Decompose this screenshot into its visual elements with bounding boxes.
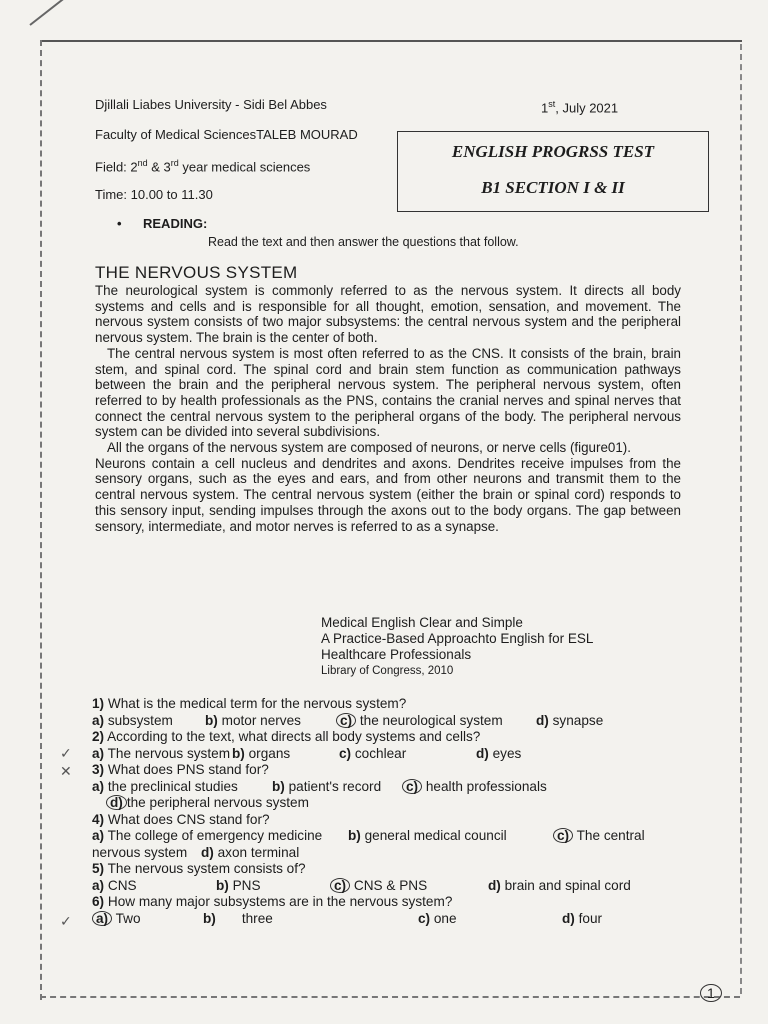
- option-c[interactable]: c) one: [418, 910, 457, 926]
- reading-heading: • READING:: [117, 216, 208, 231]
- question-3-options-cont: [92, 795, 692, 812]
- option-a[interactable]: a) The college of emergency medicine: [92, 828, 323, 843]
- citation: [321, 615, 593, 679]
- paragraph-3: All the organs of the nervous system are composed of neurons, or nerve cells (figure01).: [107, 440, 631, 456]
- question-1: 1) What is the medical term for the nervous system?: [92, 696, 407, 711]
- page-border-top: [42, 40, 742, 42]
- option-c[interactable]: c) health professionals: [402, 779, 547, 796]
- citation-line: A Practice-Based Approachto English for ESL: [321, 631, 594, 646]
- option-d[interactable]: d) brain and spinal cord: [488, 877, 631, 893]
- time-info: Time: 10.00 to 11.30: [95, 187, 213, 202]
- question-2: 2) According to the text, what directs all body systems and cells?: [92, 729, 481, 744]
- passage-body: [95, 283, 681, 534]
- option-d[interactable]: d) four: [562, 910, 603, 926]
- option-a[interactable]: a) Two: [92, 911, 141, 928]
- test-title-box: [397, 131, 709, 212]
- option-d[interactable]: d) the peripheral nervous system: [106, 795, 309, 812]
- citation-line: Healthcare Professionals: [321, 647, 472, 662]
- question-2-options: [92, 746, 692, 763]
- option-b[interactable]: b) three: [203, 910, 273, 926]
- option-b[interactable]: b) general medical council: [348, 828, 507, 843]
- option-b[interactable]: b) patient's record: [272, 778, 382, 794]
- questions-list: [92, 696, 692, 927]
- option-c[interactable]: c) cochlear: [339, 745, 407, 761]
- option-b[interactable]: b) organs: [232, 745, 291, 761]
- option-a[interactable]: a) CNS: [92, 877, 137, 893]
- paragraph-2: The central nervous system is most often referred to as the CNS. It consists of the brain, brain stem, and spinal cord. The spinal cord and brain stem function as communication pathways between the brain and the peripheral nervous system. The peripheral nervous system, often referred to by health professionals as the PNS, contains the cranial nerves and spinal nerves that connect the central nervous system to the peripheral organs of the body. The peripheral nervous system can be divided into several subdivisions.: [95, 345, 681, 440]
- page-number: 1: [700, 984, 722, 1002]
- question-1-options: [92, 713, 692, 730]
- question-3-options: [92, 779, 692, 796]
- cross-mark-icon: ✕: [60, 764, 72, 780]
- question-5: 5) The nervous system consists of?: [92, 861, 306, 876]
- citation-line: Library of Congress, 2010: [321, 665, 454, 677]
- page-border-left: [40, 40, 42, 1000]
- passage-title: THE NERVOUS SYSTEM: [95, 263, 298, 282]
- question-3: 3) What does PNS stand for?: [92, 762, 269, 777]
- page-border-right: [740, 44, 742, 994]
- section-title: B1 SECTION I & II: [481, 178, 625, 197]
- question-6: 6) How many major subsystems are in the nervous system?: [92, 894, 453, 909]
- question-6-options: [92, 911, 692, 928]
- option-b[interactable]: b) motor nerves: [205, 712, 301, 728]
- option-a[interactable]: a) the preclinical studies: [92, 778, 238, 794]
- citation-line: Medical English Clear and Simple: [321, 615, 523, 630]
- option-c[interactable]: c) CNS & PNS: [330, 878, 427, 895]
- check-mark-icon: ✓: [60, 746, 72, 762]
- paragraph-1: The neurological system is commonly referred to as the nervous system. It directs all body systems and cells and is responsible for all thought, emotion, sensation, and movement. The nervous system consists of two major subsystems: the central nervous system and the peripheral nervous system. The brain is the center of both.: [95, 283, 681, 346]
- question-4-options: [92, 828, 692, 845]
- option-b[interactable]: b) PNS: [216, 877, 261, 893]
- option-d[interactable]: d) eyes: [476, 745, 522, 761]
- option-d[interactable]: d) axon terminal: [201, 844, 300, 860]
- option-c-cont: nervous system: [92, 844, 188, 860]
- university-name: Djillali Liabes University - Sidi Bel Abbes: [95, 97, 327, 112]
- option-a[interactable]: a) subsystem: [92, 712, 173, 728]
- faculty-name: Faculty of Medical SciencesTALEB MOURAD: [95, 127, 358, 142]
- exam-date: 1st, July 2021: [541, 99, 619, 116]
- paragraph-4: Neurons contain a cell nucleus and dendrites and axons. Dendrites receive impulses from the sensory organs, such as the eyes and ears, and from other neurons and transmit them to the central nervous system. The central nervous system (either the brain or spinal cord) responds to this sensory input, sending impulses through the axons out to the body organs. The gap between sensory, intermediate, and motor nerves is referred to as a synapse.: [95, 455, 681, 534]
- option-c[interactable]: c) the neurological system: [336, 713, 503, 730]
- question-4-options-cont: [92, 845, 692, 862]
- field-info: Field: 2nd & 3rd year medical sciences: [95, 158, 311, 175]
- question-5-options: [92, 878, 692, 895]
- option-a[interactable]: a) The nervous system: [92, 745, 231, 761]
- pen-mark: [29, 0, 71, 26]
- question-4: 4) What does CNS stand for?: [92, 811, 270, 827]
- test-title: ENGLISH PROGRSS TEST: [451, 142, 655, 161]
- option-d[interactable]: d) synapse: [536, 712, 604, 728]
- reading-instruction: Read the text and then answer the questions that follow.: [208, 235, 519, 249]
- option-c[interactable]: c) The central: [553, 828, 645, 845]
- check-mark-icon: ✓: [60, 914, 72, 930]
- page-border-bottom: [40, 996, 740, 998]
